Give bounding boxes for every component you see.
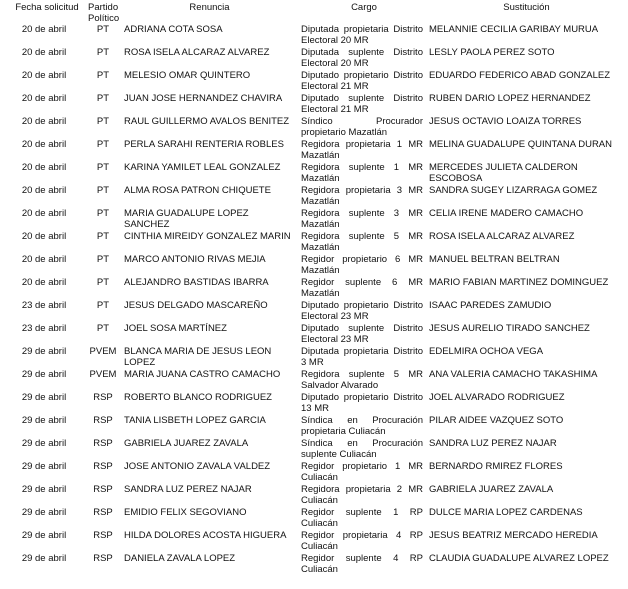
cell-fecha: 20 de abril [21,24,67,35]
cell-sustitucion: CLAUDIA GUADALUPE ALVAREZ LOPEZ [429,553,609,564]
cell-fecha: 20 de abril [21,185,67,196]
table-row [6,48,620,71]
header-partido: Partido Político [88,2,120,24]
cell-renuncia: GABRIELA JUAREZ ZAVALA [124,438,249,449]
cell-partido: PT [96,139,110,150]
cell-partido: RSP [93,530,113,541]
cell-renuncia: BLANCA MARIA DE JESUS LEON LOPEZ [124,346,272,368]
cell-cargo: Diputado suplente Distrito Electoral 21 MR [301,93,423,115]
cell-cargo: Diputada propietaria Distrito Electoral 20 MR [301,24,423,46]
cell-renuncia: ROSA ISELA ALCARAZ ALVAREZ [124,47,270,58]
cell-fecha: 23 de abril [21,300,67,311]
cell-cargo: Regidor suplente 6 MR Mazatlán [301,277,423,299]
table-row [6,347,620,370]
cell-sustitucion: DULCE MARIA LOPEZ CARDENAS [429,507,583,518]
cell-renuncia: JOSE ANTONIO ZAVALA VALDEZ [124,461,271,472]
cell-fecha: 29 de abril [21,530,67,541]
cell-sustitucion: JESUS OCTAVIO LOAIZA TORRES [429,116,582,127]
cell-renuncia: DANIELA ZAVALA LOPEZ [124,553,236,564]
cell-sustitucion: GABRIELA JUAREZ ZAVALA [429,484,554,495]
cell-cargo: Regidor propietaria 4 RP Culiacán [301,530,423,552]
table-row [6,301,620,324]
cell-renuncia: CINTHIA MIREIDY GONZALEZ MARIN [124,231,291,242]
cell-cargo: Diputada propietaria Distrito 3 MR [301,346,423,368]
table-body [6,25,620,577]
cell-cargo: Regidor suplente 4 RP Culiacán [301,553,423,575]
cell-sustitucion: RUBEN DARIO LOPEZ HERNANDEZ [429,93,591,104]
table-row [6,186,620,209]
table-row [6,117,620,140]
cell-sustitucion: MELANNIE CECILIA GARIBAY MURUA [429,24,599,35]
table-row [6,531,620,554]
cell-renuncia: MELESIO OMAR QUINTERO [124,70,251,81]
cell-fecha: 20 de abril [21,139,67,150]
cell-fecha: 29 de abril [21,553,67,564]
cell-fecha: 20 de abril [21,277,67,288]
table-row [6,462,620,485]
cell-renuncia: TANIA LISBETH LOPEZ GARCIA [124,415,266,426]
cell-partido: PT [96,70,110,81]
cell-cargo: Síndico Procurador propietario Mazatlán [301,116,423,138]
cell-renuncia: JUAN JOSE HERNANDEZ CHAVIRA [124,93,283,104]
cell-partido: PT [96,254,110,265]
cell-sustitucion: EDUARDO FEDERICO ABAD GONZALEZ [429,70,611,81]
cell-renuncia: KARINA YAMILET LEAL GONZALEZ [124,162,281,173]
cell-renuncia: ALMA ROSA PATRON CHIQUETE [124,185,271,196]
cell-partido: PT [96,93,110,104]
cell-cargo: Regidora suplente 1 MR Mazatlán [301,162,423,184]
cell-renuncia: JOEL SOSA MARTÍNEZ [124,323,227,334]
table-row [6,439,620,462]
table-row [6,393,620,416]
table-row [6,94,620,117]
table-row [6,554,620,577]
cell-fecha: 29 de abril [21,369,67,380]
table-row [6,140,620,163]
cell-fecha: 20 de abril [21,47,67,58]
cell-cargo: Regidora propietaria 1 MR Mazatlán [301,139,423,161]
cell-partido: PT [96,208,110,219]
table-row [6,278,620,301]
cell-partido: PT [96,231,110,242]
cell-partido: RSP [93,507,113,518]
table-row [6,25,620,48]
cell-renuncia: SANDRA LUZ PEREZ NAJAR [124,484,252,495]
table-row [6,416,620,439]
cell-fecha: 29 de abril [21,507,67,518]
cell-fecha: 29 de abril [21,484,67,495]
cell-partido: RSP [93,438,113,449]
cell-sustitucion: SANDRA LUZ PEREZ NAJAR [429,438,557,449]
header-fecha: Fecha solicitud [15,2,79,13]
cell-sustitucion: MERCEDES JULIETA CALDERON ESCOBOSA [429,162,578,184]
cell-cargo: Síndica en Procuración propietaria Culiacán [301,415,423,437]
cell-fecha: 20 de abril [21,231,67,242]
table-row [6,370,620,393]
header-renuncia: Renuncia [189,2,230,13]
cell-cargo: Diputado propietario Distrito Electoral 23 MR [301,300,423,322]
cell-cargo: Regidor propietario 1 MR Culiacán [301,461,423,483]
substitutions-table [6,3,620,577]
cell-sustitucion: ISAAC PAREDES ZAMUDIO [429,300,552,311]
cell-cargo: Síndica en Procuración suplente Culiacán [301,438,423,460]
cell-cargo: Diputado propietario Distrito Electoral 21 MR [301,70,423,92]
cell-renuncia: ROBERTO BLANCO RODRIGUEZ [124,392,272,403]
cell-partido: PVEM [89,346,117,357]
cell-renuncia: EMIDIO FELIX SEGOVIANO [124,507,247,518]
cell-partido: RSP [93,484,113,495]
cell-fecha: 23 de abril [21,323,67,334]
cell-fecha: 20 de abril [21,162,67,173]
table-row [6,209,620,232]
cell-fecha: 20 de abril [21,116,67,127]
cell-renuncia: PERLA SARAHI RENTERIA ROBLES [124,139,284,150]
cell-fecha: 20 de abril [21,93,67,104]
cell-partido: RSP [93,553,113,564]
cell-cargo: Regidora propietaria 3 MR Mazatlán [301,185,423,207]
cell-sustitucion: SANDRA SUGEY LIZARRAGA GOMEZ [429,185,598,196]
cell-cargo: Regidora propietaria 2 MR Culiacán [301,484,423,506]
cell-cargo: Diputado propietario Distrito 13 MR [301,392,423,414]
cell-renuncia: RAUL GUILLERMO AVALOS BENITEZ [124,116,290,127]
cell-sustitucion: PILAR AIDEE VAZQUEZ SOTO [429,415,564,426]
header-cargo: Cargo [351,2,377,13]
table-row [6,232,620,255]
cell-partido: RSP [93,415,113,426]
cell-sustitucion: MANUEL BELTRAN BELTRAN [429,254,560,265]
cell-sustitucion: LESLY PAOLA PEREZ SOTO [429,47,555,58]
cell-partido: PT [96,116,110,127]
cell-fecha: 29 de abril [21,415,67,426]
cell-partido: RSP [93,392,113,403]
cell-partido: PT [96,277,110,288]
cell-sustitucion: JOEL ALVARADO RODRIGUEZ [429,392,565,403]
cell-partido: RSP [93,461,113,472]
cell-sustitucion: MELINA GUADALUPE QUINTANA DURAN [429,139,613,150]
table-row [6,71,620,94]
cell-renuncia: HILDA DOLORES ACOSTA HIGUERA [124,530,287,541]
table-header-row [6,3,620,25]
cell-renuncia: MARCO ANTONIO RIVAS MEJIA [124,254,266,265]
cell-renuncia: MARIA GUADALUPE LOPEZ SANCHEZ [124,208,249,230]
cell-sustitucion: MARIO FABIAN MARTINEZ DOMINGUEZ [429,277,609,288]
cell-fecha: 29 de abril [21,438,67,449]
cell-sustitucion: BERNARDO RMIREZ FLORES [429,461,563,472]
cell-cargo: Regidora suplente 3 MR Mazatlán [301,208,423,230]
cell-renuncia: MARIA JUANA CASTRO CAMACHO [124,369,281,380]
cell-fecha: 20 de abril [21,208,67,219]
cell-partido: PVEM [89,369,117,380]
table-row [6,324,620,347]
cell-fecha: 29 de abril [21,392,67,403]
cell-sustitucion: EDELMIRA OCHOA VEGA [429,346,544,357]
cell-sustitucion: CELIA IRENE MADERO CAMACHO [429,208,584,219]
cell-cargo: Diputado suplente Distrito Electoral 23 MR [301,323,423,345]
cell-sustitucion: ANA VALERIA CAMACHO TAKASHIMA [429,369,598,380]
cell-fecha: 20 de abril [21,70,67,81]
cell-cargo: Regidora suplente 5 MR Mazatlán [301,231,423,253]
cell-sustitucion: JESUS BEATRIZ MERCADO HEREDIA [429,530,598,541]
cell-fecha: 20 de abril [21,254,67,265]
cell-renuncia: ALEJANDRO BASTIDAS IBARRA [124,277,269,288]
table-row [6,485,620,508]
cell-sustitucion: JESUS AURELIO TIRADO SANCHEZ [429,323,590,334]
cell-partido: PT [96,300,110,311]
cell-cargo: Regidor suplente 1 RP Culiacán [301,507,423,529]
cell-cargo: Regidor propietario 6 MR Mazatlán [301,254,423,276]
cell-fecha: 29 de abril [21,346,67,357]
cell-renuncia: JESUS DELGADO MASCAREÑO [124,300,268,311]
cell-renuncia: ADRIANA COTA SOSA [124,24,223,35]
cell-partido: PT [96,24,110,35]
cell-partido: PT [96,47,110,58]
cell-cargo: Regidora suplente 5 MR Salvador Alvarado [301,369,423,391]
cell-partido: PT [96,185,110,196]
table-row [6,163,620,186]
cell-cargo: Diputada suplente Distrito Electoral 20 MR [301,47,423,69]
header-sustitucion: Sustitución [503,2,550,13]
cell-partido: PT [96,162,110,173]
cell-fecha: 29 de abril [21,461,67,472]
table-row [6,255,620,278]
cell-partido: PT [96,323,110,334]
table-row [6,508,620,531]
cell-sustitucion: ROSA ISELA ALCARAZ ALVAREZ [429,231,575,242]
